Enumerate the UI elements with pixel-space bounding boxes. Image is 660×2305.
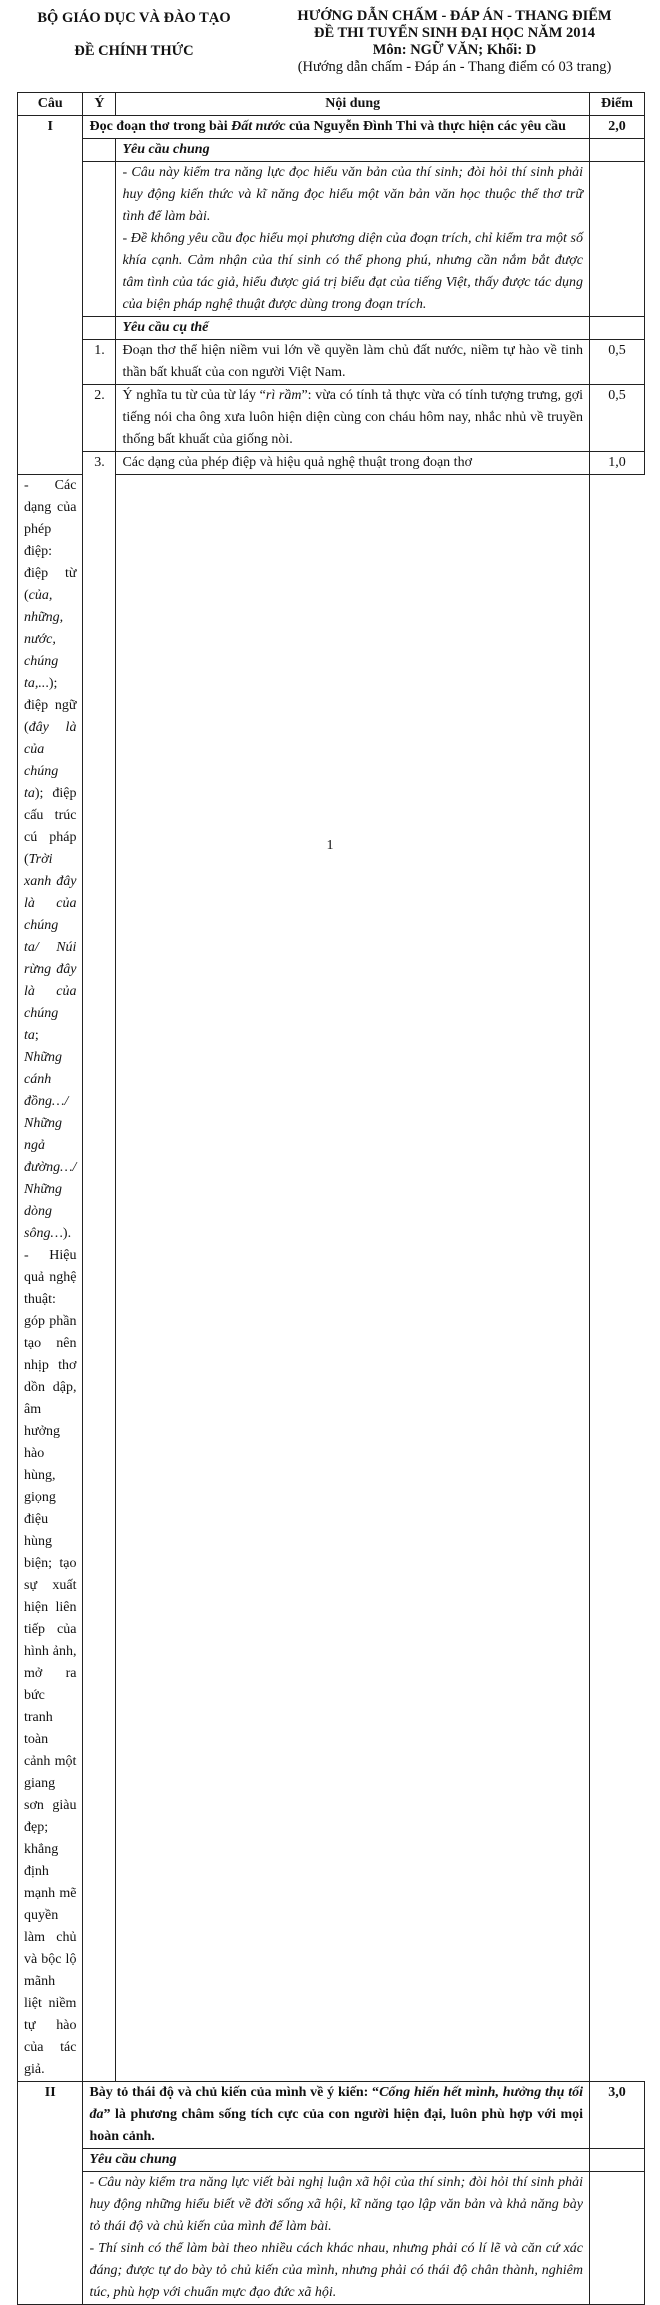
q2-general-text	[83, 2172, 590, 2305]
q1-item2-score: 0,5	[590, 385, 645, 452]
q2-general-label-row	[18, 2149, 645, 2172]
q1-item3-d8: Những cánh đồng…/ Những ngả đường…/ Những dòng sông…	[24, 1050, 77, 1241]
q1-item3-detail	[18, 475, 83, 2082]
q1-general-label: Yêu cầu chung	[116, 139, 590, 162]
q1-item3-row	[18, 452, 645, 475]
q1-item3-d9: ).	[62, 1226, 72, 1241]
q1-item2-c: ”: vừa có tính tả thực vừa có tính tượng trưng, gợi tiếng nói cha ông xưa luôn hiện diện cùng con cháu hôm nay, nhắc nhủ về truyền thống bất khuất của giống nòi.	[122, 388, 583, 447]
q1-title	[83, 116, 590, 139]
header-cau: Câu	[18, 93, 83, 116]
q2-general-row	[18, 2172, 645, 2305]
q1-item2-a: Ý nghĩa tu từ của từ láy “	[122, 388, 266, 403]
q1-item1-row	[18, 340, 645, 385]
official-label: ĐỀ CHÍNH THỨC	[74, 43, 194, 59]
q1-general-label-row	[18, 139, 645, 162]
q2-general-label: Yêu cầu chung	[83, 2149, 590, 2172]
q1-item3-num: 3.	[83, 452, 116, 2082]
q1-item2-num: 2.	[83, 385, 116, 452]
q1-item3-d4: đây là của chúng ta	[24, 720, 77, 801]
q1-specific-label-row	[18, 317, 645, 340]
q1-title-c: của Nguyễn Đình Thi và thực hiện các yêu cầu	[285, 119, 566, 134]
q1-title-b: Đất nước	[231, 119, 286, 134]
q1-general-p1: - Câu này kiểm tra năng lực đọc hiểu văn bản của thí sinh; đòi hỏi thí sinh phải huy động kiến thức và kĩ năng đọc hiểu một văn bản văn học thuộc thể thơ trữ tình để làm bài.	[122, 165, 583, 224]
table-header-row	[18, 93, 645, 116]
q1-item3-d5: ); điệp cấu trúc cú pháp (	[24, 786, 77, 867]
q1-item3-d6: Trời xanh đây là của chúng ta/ Núi rừng đây là của chúng ta	[24, 852, 77, 1043]
q2-title-row	[18, 2082, 645, 2149]
q1-item3-d7: ;	[34, 1028, 39, 1043]
q1-item3-effect: - Hiệu quả nghệ thuật: góp phần tạo nên nhịp thơ dồn dập, âm hưởng hào hùng, giọng điệu hùng biện; tạo sự xuất hiện liên tiếp của hình ảnh, mở ra bức tranh toàn cảnh một giang sơn giàu đẹp; khẳng định mạnh mẽ quyền làm chủ và bộc lộ mãnh liệt niềm tự hào của tác giả.	[24, 1248, 77, 2077]
q1-general-text	[116, 162, 590, 317]
q1-item3-text: Các dạng của phép điệp và hiệu quả nghệ thuật trong đoạn thơ	[116, 452, 590, 475]
ministry-name: BỘ GIÁO DỤC VÀ ĐÀO TẠO	[37, 10, 231, 26]
q1-item1-score: 0,5	[590, 340, 645, 385]
q2-number: II	[18, 2082, 83, 2305]
q2-score: 3,0	[590, 2082, 645, 2149]
q1-number: I	[18, 116, 83, 475]
page-count-note: (Hướng dẫn chấm - Đáp án - Thang điểm có 03 trang)	[297, 59, 612, 75]
q1-item3-score: 1,0	[590, 452, 645, 475]
doc-title: HƯỚNG DẪN CHẤM - ĐÁP ÁN - THANG ĐIỂM	[297, 8, 612, 24]
page-number: 1	[326, 838, 334, 853]
q1-item3-d2: của, những, nước, chúng ta,..	[24, 588, 64, 691]
q2-title-c: ” là phương châm sống tích cực của con người hiện đại, luôn phù hợp với mọi hoàn cảnh.	[89, 2107, 583, 2144]
q1-specific-label: Yêu cầu cụ thể	[116, 317, 590, 340]
q2-title	[83, 2082, 590, 2149]
exam-title: ĐỀ THI TUYỂN SINH ĐẠI HỌC NĂM 2014	[313, 25, 596, 41]
q1-title-row	[18, 116, 645, 139]
subject-line: Môn: NGỮ VĂN; Khối: D	[372, 42, 537, 58]
q1-item2-b: rì rầm	[265, 388, 302, 403]
q1-item2-text	[116, 385, 590, 452]
header-left	[24, 8, 244, 61]
q2-general-p1: - Câu này kiểm tra năng lực viết bài nghị luận xã hội của thí sinh; đòi hỏi thí sinh phải huy động những hiểu biết về đời sống xã hội, kĩ năng tạo lập văn bản và khả năng bày tỏ thái độ và chủ kiến của mình để làm bài.	[89, 2175, 583, 2234]
q1-item2-row	[18, 385, 645, 452]
q2-title-b: Cống hiến hết mình, hưởng thụ tối đa	[89, 2085, 583, 2122]
grading-table	[17, 92, 645, 2305]
q1-general-row	[18, 162, 645, 317]
header-y: Ý	[83, 93, 116, 116]
q1-general-p2: - Đề không yêu cầu đọc hiểu mọi phương diện của đoạn trích, chỉ kiểm tra một số khía cạnh. Cảm nhận của thí sinh có thể phong phú, nhưng cần nắm bắt được tâm tình của tác giả, hiểu được giá trị biểu đạt của tiếng Việt, thấy được tác dụng của biện pháp nghệ thuật được dùng trong đoạn trích.	[122, 231, 583, 312]
q1-title-a: Đọc đoạn thơ trong bài	[89, 119, 232, 134]
header-diem: Điểm	[590, 93, 645, 116]
q1-item3-d1: - Các dạng của phép điệp: điệp từ (	[24, 478, 77, 603]
q1-score: 2,0	[590, 116, 645, 139]
header-right	[262, 8, 647, 76]
q1-item1-text: Đoạn thơ thể hiện niềm vui lớn về quyền làm chủ đất nước, niềm tự hào về tinh thần bất khuất của con người Việt Nam.	[116, 340, 590, 385]
header-noidung: Nội dung	[116, 93, 590, 116]
q1-item1-num: 1.	[83, 340, 116, 385]
q2-general-p2: - Thí sinh có thể làm bài theo nhiều cách khác nhau, nhưng phải có lí lẽ và căn cứ xác đáng; được tự do bày tỏ chủ kiến của mình, nhưng phải có thái độ chân thành, nghiêm túc, phù hợp với chuẩn mực đạo đức xã hội.	[89, 2241, 583, 2300]
q1-item3-d3: .); điệp ngữ (	[24, 676, 77, 735]
q1-item3-forms	[24, 475, 76, 1245]
q2-title-a: Bày tỏ thái độ và chủ kiến của mình về ý kiến: “	[89, 2085, 380, 2100]
